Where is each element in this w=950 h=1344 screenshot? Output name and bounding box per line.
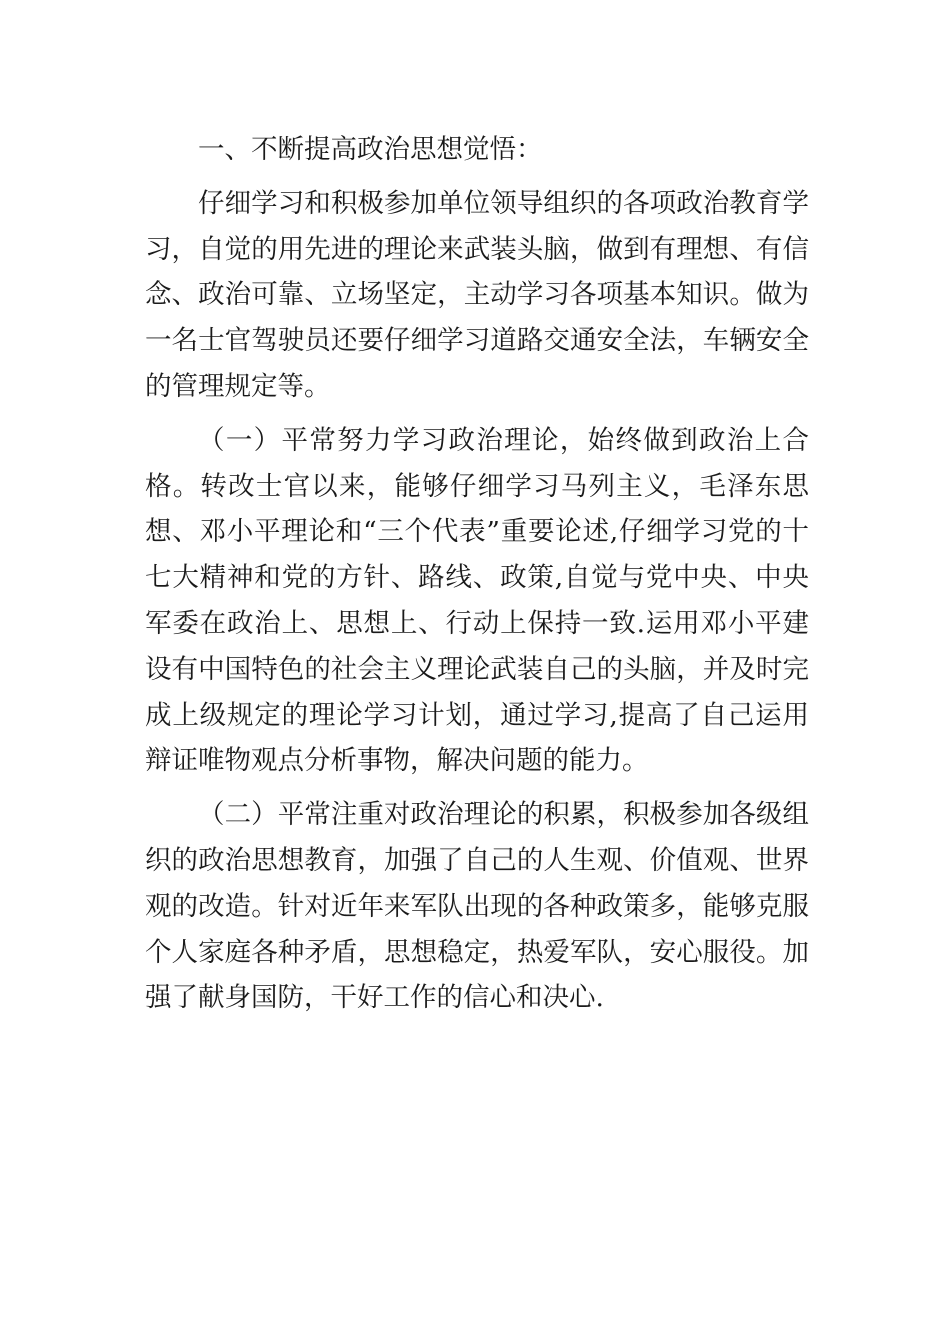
paragraph-section-1: （一）平常努力学习政治理论，始终做到政治上合格。转改士官以来，能够仔细学习马列主义，毛泽东思想、邓小平理论和“三个代表”重要论述,仔细学习党的十七大精神和党的方针、路线、政策,自觉与党中央、中央军委在政治上、思想上、行动上保持一致.运用邓小平建设有中国特色的社会主义理论武装自己的头脑，并及时完成上级规定的理论学习计划，通过学习,提高了自己运用辩证唯物观点分析事物，解决问题的能力。 (145, 424, 809, 777)
section-heading: 一、不断提高政治思想觉悟： (198, 134, 543, 165)
paragraph-intro: 仔细学习和积极参加单位领导组织的各项政治教育学习，自觉的用先进的理论来武装头脑，做到有理想、有信念、政治可靠、立场坚定，主动学习各项基本知识。做为一名士官驾驶员还要仔细学习道路交通安全法，车辆安全的管理规定等。 (145, 187, 809, 402)
document-body (145, 127, 809, 1021)
paragraph-section-2: （二）平常注重对政治理论的积累，积极参加各级组织的政治思想教育，加强了自己的人生观、价值观、世界观的改造。针对近年来军队出现的各种政策多，能够克服个人家庭各种矛盾，思想稳定，热爱军队，安心服役。加强了献身国防，干好工作的信心和决心. (145, 799, 809, 1014)
